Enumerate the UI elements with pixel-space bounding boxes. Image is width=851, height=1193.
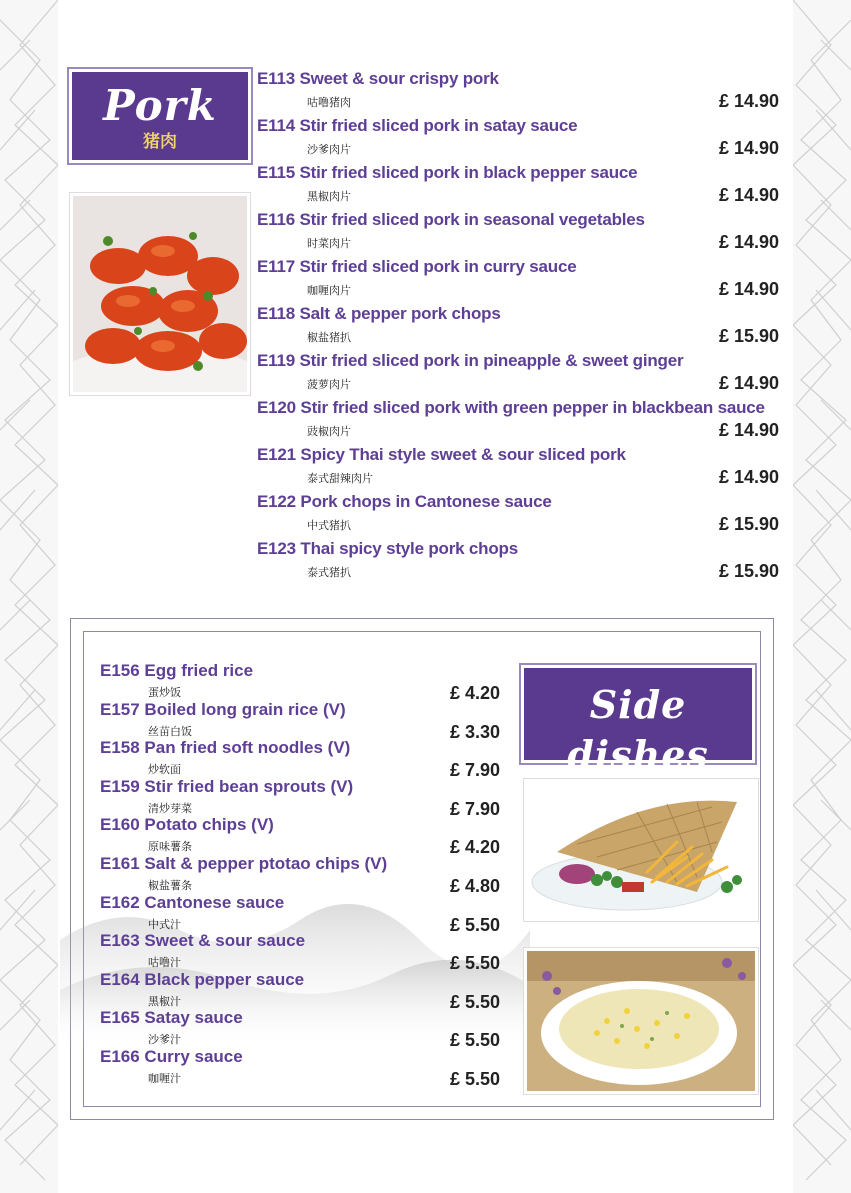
menu-item-chinese-name: 咖喱肉片 [307,285,351,297]
menu-item-price: £ 15.90 [718,326,779,346]
menu-item-price: £ 14.90 [718,279,779,299]
menu-item-chinese-name: 沙爹汁 [148,1034,181,1047]
menu-item-name: E117 Stir fried sliced pork in curry sauce [257,257,577,276]
menu-item-name: E162 Cantonese sauce [100,892,285,912]
menu-item-price: £ 3.30 [449,721,500,742]
menu-item-chinese-name: 菠萝肉片 [307,379,351,391]
menu-item-price: £ 7.90 [449,798,500,819]
menu-item-price: £ 5.50 [449,1030,500,1051]
menu-item-name: E158 Pan fried soft noodles (V) [100,738,351,758]
menu-item-name: E118 Salt & pepper pork chops [257,304,501,323]
menu-item-price: £ 15.90 [718,561,779,581]
menu-item-chinese-name: 中式汁 [148,918,181,931]
menu-item-name: E161 Salt & pepper ptotao chips (V) [100,853,388,873]
menu-item-chinese-name: 时菜肉片 [307,238,351,250]
menu-item-name: E164 Black pepper sauce [100,969,305,989]
menu-item-price: £ 14.90 [718,232,779,252]
menu-item-chinese-name: 中式猪扒 [307,520,351,532]
pork-title-en: Pork [103,81,217,130]
menu-item-price: £ 4.80 [449,875,500,896]
geometric-pattern-icon [0,0,58,1193]
menu-item-chinese-name: 咖喱汁 [148,1072,181,1085]
pork-section-title [72,72,248,160]
menu-item [100,1008,505,1051]
menu-item-price: £ 14.90 [718,185,779,205]
menu-item-name: E166 Curry sauce [100,1046,243,1066]
sweet-sour-pork-photo [70,193,250,395]
menu-item-price: £ 14.90 [718,467,779,487]
menu-item [100,815,505,858]
menu-item [257,257,787,304]
menu-item-chinese-name: 椒盐猪扒 [307,332,351,344]
menu-item-price: £ 15.90 [718,514,779,534]
menu-item [257,492,787,539]
menu-item-name: E119 Stir fried sliced pork in pineapple & sweet ginger [257,351,684,370]
menu-item [257,351,787,398]
menu-item-chinese-name: 清炒芽菜 [148,802,192,815]
menu-item [257,304,787,351]
menu-item-chinese-name: 豉椒肉片 [307,426,351,438]
menu-item-chinese-name: 蛋炒饭 [148,687,181,699]
menu-item [100,931,505,974]
menu-item-name: E122 Pork chops in Cantonese sauce [257,492,552,511]
menu-item [100,776,505,819]
menu-item-chinese-name: 原味薯条 [148,841,192,854]
menu-item-price: £ 14.90 [718,420,779,440]
menu-item [100,738,505,781]
menu-item-price: £ 5.50 [449,953,500,974]
menu-item-chinese-name: 泰式甜辣肉片 [307,473,373,485]
menu-item [100,699,505,742]
geometric-pattern-icon [793,0,851,1193]
menu-item-chinese-name: 炒软面 [148,764,181,777]
menu-item-name: E165 Satay sauce [100,1008,243,1028]
menu-item-name: E114 Stir fried sliced pork in satay sauce [257,116,578,135]
menu-item-price: £ 14.90 [718,91,779,111]
menu-item-price: £ 4.20 [449,683,500,703]
menu-item-name: E160 Potato chips (V) [100,815,274,835]
menu-item-name: E163 Sweet & sour sauce [100,931,306,951]
right-pattern-border [793,0,851,1193]
side-title-en: Side dishes [567,682,709,777]
menu-item-price: £ 4.20 [449,837,500,858]
menu-item-chinese-name: 沙爹肉片 [307,144,351,156]
pork-dish-image-icon [73,196,247,392]
pork-title-zh: 猪肉 [143,132,177,151]
menu-item-chinese-name: 咕噜汁 [148,957,181,970]
menu-item [257,210,787,257]
menu-item [257,69,787,116]
menu-item [100,969,505,1012]
menu-item [257,116,787,163]
menu-item [257,163,787,210]
menu-item-price: £ 5.50 [449,914,500,935]
menu-item [257,539,787,586]
menu-item-name: E121 Spicy Thai style sweet & sour sliced pork [257,445,626,464]
menu-item-name: E159 Stir fried bean sprouts (V) [100,776,354,796]
menu-item [100,892,505,935]
menu-item [257,445,787,492]
menu-item [100,1046,505,1089]
egg-fried-rice-photo [524,948,758,1094]
menu-item-chinese-name: 丝苗白饭 [148,725,192,738]
side-dishes-menu-list [100,661,505,1089]
menu-item-name: E156 Egg fried rice [100,661,254,680]
menu-item-price: £ 5.50 [449,991,500,1012]
fries-dish-image-icon [527,782,755,918]
menu-item-name: E157 Boiled long grain rice (V) [100,699,346,719]
fries-basket-photo [524,779,758,921]
menu-item-chinese-name: 黑椒肉片 [307,191,351,203]
menu-item-chinese-name: 黑椒汁 [148,995,181,1008]
menu-item-chinese-name: 咕噜猪肉 [307,97,351,109]
rice-dish-image-icon [527,951,755,1091]
menu-item-price: £ 14.90 [718,138,779,158]
menu-item-name: E115 Stir fried sliced pork in black pepper sauce [257,163,638,182]
menu-item-price: £ 14.90 [718,373,779,393]
menu-item [257,398,787,445]
menu-item-price: £ 5.50 [449,1068,500,1089]
menu-item [100,661,505,703]
menu-item-price: £ 7.90 [449,760,500,781]
side-dishes-section-title [524,668,752,777]
menu-item-name: E116 Stir fried sliced pork in seasonal vegetables [257,210,645,229]
menu-item-name: E113 Sweet & sour crispy pork [257,69,499,88]
menu-item-chinese-name: 泰式猪扒 [307,567,351,579]
menu-item-name: E123 Thai spicy style pork chops [257,539,518,558]
menu-item-chinese-name: 椒盐薯条 [148,879,192,892]
menu-item [100,853,505,896]
left-pattern-border [0,0,58,1193]
pork-menu-list [257,69,787,586]
menu-item-name: E120 Stir fried sliced pork with green pepper in blackbean sauce [257,398,765,417]
